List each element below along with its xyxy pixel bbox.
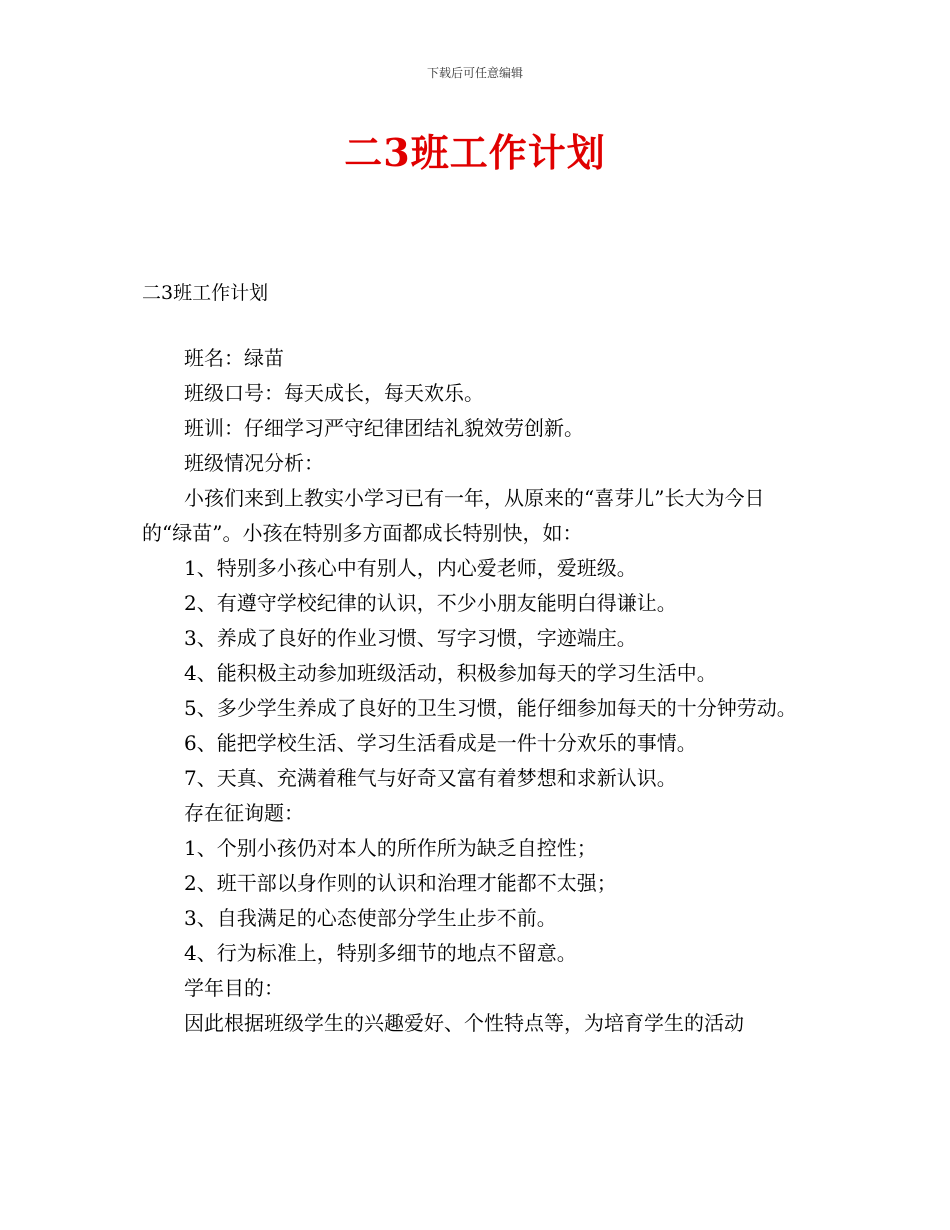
paragraph-problems-heading: 存在征询题： — [184, 801, 304, 825]
paragraph-class-motto: 班训：仔细学习严守纪律团结礼貌效劳创新。 — [184, 416, 584, 440]
paragraph-point-5: 5、多少学生养成了良好的卫生习惯，能仔细参加每天的十分钟劳动。 — [184, 696, 797, 720]
paragraph-goals-intro: 因此根据班级学生的兴趣爱好、个性特点等，为培育学生的活动 — [184, 1011, 744, 1035]
paragraph-point-2: 2、有遵守学校纪律的认识，不少小朋友能明白得谦让。 — [184, 591, 677, 615]
document-title: 二3班工作计划 — [344, 130, 606, 175]
paragraph-problem-1: 1、个别小孩仍对本人的所作所为缺乏自控性； — [184, 836, 597, 860]
paragraph-point-1: 1、特别多小孩心中有别人，内心爱老师，爱班级。 — [184, 556, 637, 580]
paragraph-problem-3: 3、自我满足的心态使部分学生止步不前。 — [184, 906, 557, 930]
document-body — [142, 341, 812, 1041]
paragraph-analysis-intro: 小孩们来到上教实小学习已有一年，从原来的“喜芽儿”长大为今日的“绿苗”。小孩在特别多方面都成长特别快，如： — [142, 486, 765, 545]
paragraph-analysis-heading: 班级情况分析： — [184, 451, 324, 475]
paragraph-point-4: 4、能积极主动参加班级活动，积极参加每天的学习生活中。 — [184, 661, 717, 685]
paragraph-problem-2: 2、班干部以身作则的认识和治理才能都不太强； — [184, 871, 617, 895]
paragraph-class-name: 班名：绿苗 — [184, 346, 284, 370]
paragraph-point-6: 6、能把学校生活、学习生活看成是一件十分欢乐的事情。 — [184, 731, 697, 755]
paragraph-class-slogan: 班级口号：每天成长，每天欢乐。 — [184, 381, 484, 405]
header-note: 下载后可任意编辑 — [426, 66, 523, 80]
paragraph-point-3: 3、养成了良好的作业习惯、写字习惯，字迹端庄。 — [184, 626, 637, 650]
paragraph-problem-4: 4、行为标准上，特别多细节的地点不留意。 — [184, 941, 577, 965]
paragraph-point-7: 7、天真、充满着稚气与好奇又富有着梦想和求新认识。 — [184, 766, 677, 790]
paragraph-goals-heading: 学年目的： — [184, 976, 284, 1000]
document-subtitle: 二3班工作计划 — [142, 282, 269, 304]
